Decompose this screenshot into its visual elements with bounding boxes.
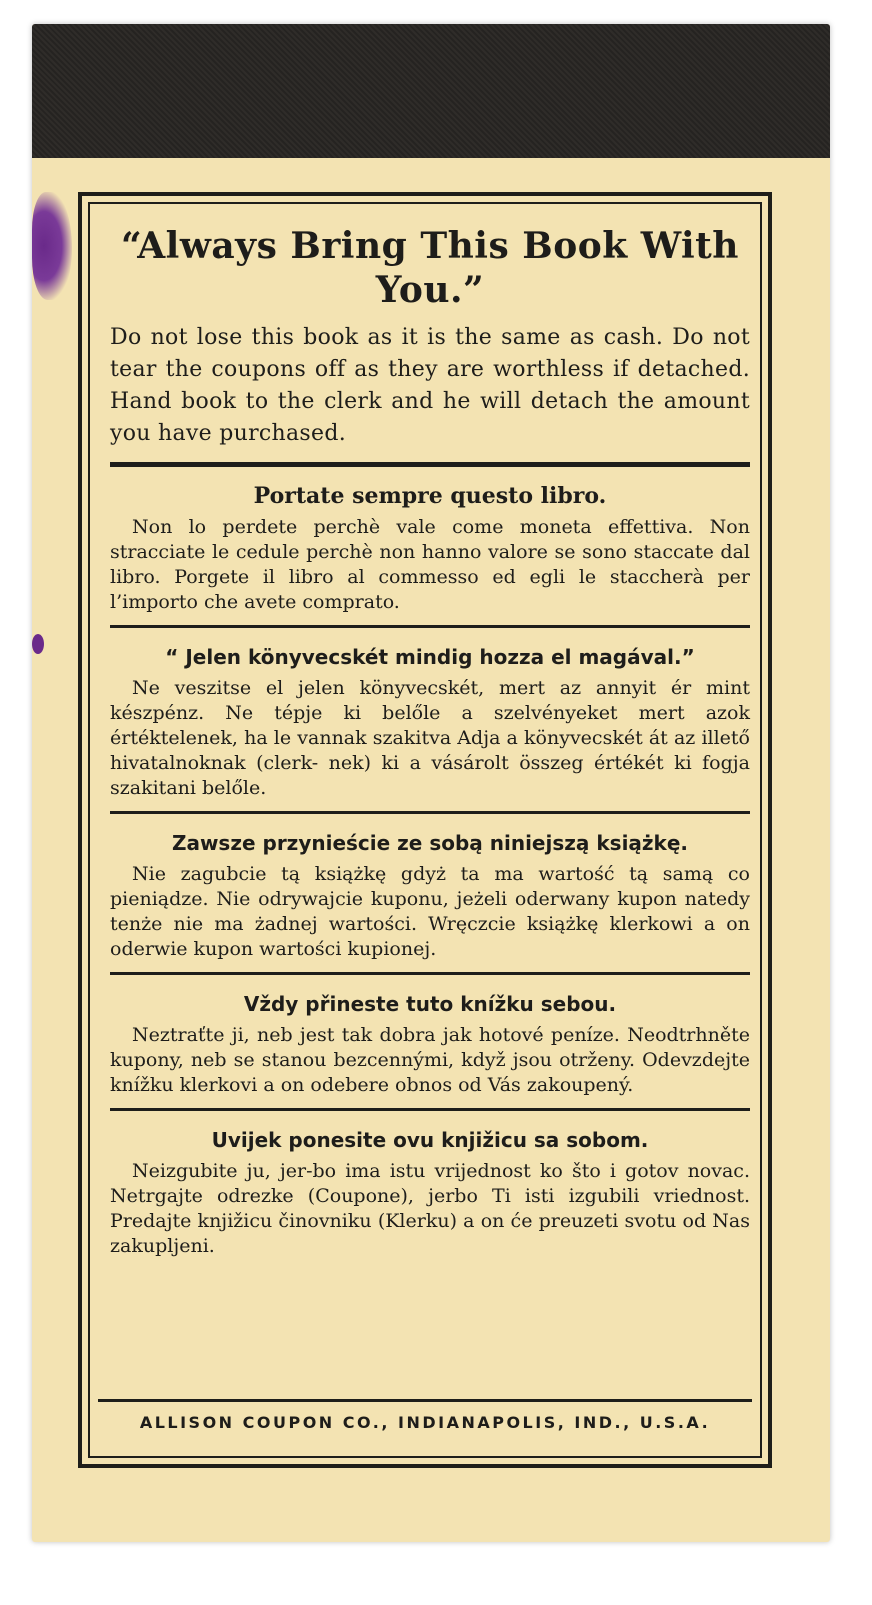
divider <box>110 462 750 467</box>
page-frame <box>78 192 772 1468</box>
purple-ink-stain <box>32 192 72 300</box>
polish-heading: Zawsze przynieście ze sobą niniejszą książkę. <box>171 831 689 855</box>
english-body: Do not lose this book as it is the same as cash. Do not tear the coupons off as they are worthless if detached. Hand book to the clerk and he will detach the amount you have purchased. <box>110 325 750 446</box>
divider <box>110 1108 750 1111</box>
croatian-heading: Uvijek ponesite ovu knjižicu sa sobom. <box>211 1128 649 1152</box>
english-title: “Always Bring This Book With You.” <box>121 225 739 311</box>
italian-heading: Portate sempre questo libro. <box>253 483 607 509</box>
page-content <box>110 220 750 1259</box>
divider <box>110 972 750 975</box>
hungarian-heading: “ Jelen könyvecskét mindig hozza el magával.” <box>165 645 695 669</box>
divider <box>110 625 750 628</box>
purple-ink-dot <box>32 634 44 654</box>
polish-body: Nie zagubcie tą książkę gdyż ta ma wartość tą samą co pieniądze. Nie odrywajcie kuponu, jeżeli oderwany kupon natedy tenże nie ma żadnej wartości. Wręczcie książkę klerkowi a on oderwie kupon wartości kupionej. <box>110 863 750 960</box>
czech-body: Neztraťte ji, neb jest tak dobra jak hotové peníze. Neodtrhněte kupony, neb se stanou bezcennými, když jsou otrženy. Odevzdejte knížku klerkovi a on odebere obnos od Vás zakoupený. <box>110 1024 750 1096</box>
divider <box>110 811 750 814</box>
publisher-footer: ALLISON COUPON CO., INDIANAPOLIS, IND., U.S.A. <box>98 1399 752 1442</box>
page-frame-inner <box>88 202 762 1458</box>
hungarian-body: Ne veszitse el jelen könyvecskét, mert az annyit ér mint készpénz. Ne tépje ki belőle a szelvényeket mert azok értéktelenek, ha le vannak szakitva Adja a könyvecskét át az illető hivatalnoknak (clerk- nek) ki a vásárolt összeg értékét ki fogja szakitani belőle. <box>110 677 750 799</box>
italian-body: Non lo perdete perchè vale come moneta effettiva. Non stracciate le cedule perchè non hanno valore se sono staccate dal libro. Porgete il libro al commesso ed egli le staccherà per l’importo che avete comprato. <box>110 516 750 613</box>
coupon-book <box>32 24 830 1542</box>
czech-heading: Vždy přineste tuto knížku sebou. <box>243 992 617 1016</box>
book-spine <box>32 24 830 158</box>
croatian-body: Neizgubite ju, jer-bo ima istu vrijednost ko što i gotov novac. Netrgajte odrezke (Coupone), jerbo Ti isti izgubili vriednost. Predajte knjižicu činovniku (Klerku) a on će preuzeti svotu od Nas zakupljeni. <box>110 1160 750 1257</box>
